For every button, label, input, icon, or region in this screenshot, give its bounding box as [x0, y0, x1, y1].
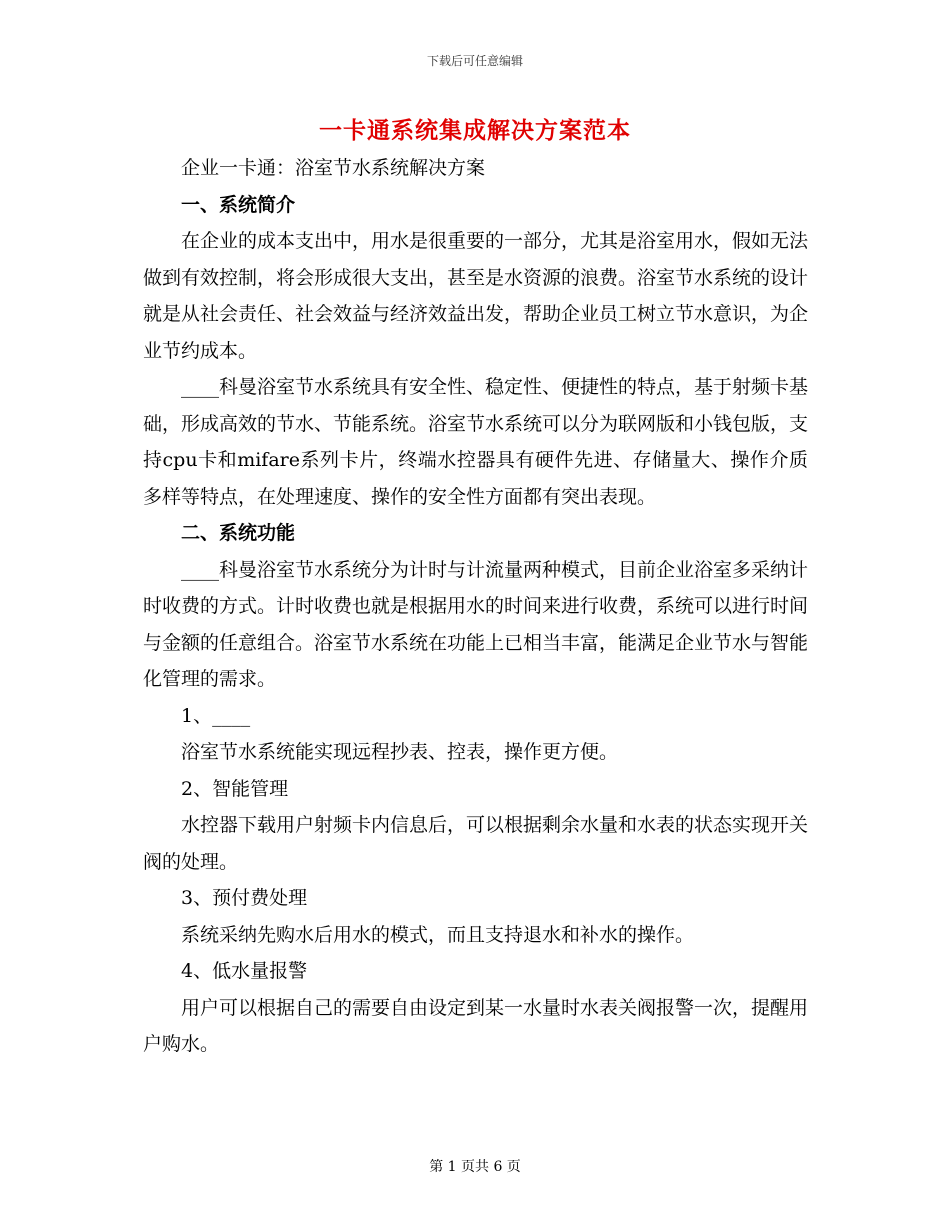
- list-item-text: 用户可以根据自己的需要自由设定到某一水量时水表关阀报警一次，提醒用户购水。: [143, 996, 809, 1055]
- header-note: 下载后可任意编辑: [426, 54, 523, 68]
- list-item-text: 系统采纳先购水后用水的模式，而且支持退水和补水的操作。: [181, 923, 695, 946]
- section-heading-functions: 二、系统功能: [181, 522, 296, 544]
- document-title: 一卡通系统集成解决方案范本: [319, 117, 631, 144]
- list-item-title: 4、低水量报警: [181, 960, 308, 982]
- section-heading-intro: 一、系统简介: [181, 193, 296, 216]
- document-body: [143, 150, 808, 1063]
- document-subtitle: 企业一卡通：浴室节水系统解决方案: [181, 157, 486, 179]
- page-number: 第 1 页共 6 页: [429, 1159, 521, 1175]
- list-item-title: 2、智能管理: [181, 777, 289, 800]
- paragraph: ____科曼浴室节水系统具有安全性、稳定性、便捷性的特点，基于射频卡基础，形成高效的节水、节能系统。浴室节水系统可以分为联网版和小钱包版，支持cpu卡和mifare系列卡片，终端水控器具有硬件先进、存储量大、操作介质多样等特点，在处理速度、操作的安全性方面都有突出表现。: [143, 376, 809, 508]
- list-item-title: 3、预付费处理: [181, 887, 308, 909]
- paragraph: ____科曼浴室节水系统分为计时与计流量两种模式，目前企业浴室多采纳计时收费的方式。计时收费也就是根据用水的时间来进行收费，系统可以进行时间与金额的任意组合。浴室节水系统在功能上已相当丰富，能满足企业节水与智能化管理的需求。: [143, 558, 809, 690]
- list-item-title: 1、____: [181, 704, 251, 727]
- paragraph: 在企业的成本支出中，用水是很重要的一部分，尤其是浴室用水，假如无法做到有效控制，将会形成很大支出，甚至是水资源的浪费。浴室节水系统的设计就是从社会责任、社会效益与经济效益出发，帮助企业员工树立节水意识，为企业节约成本。: [143, 230, 809, 362]
- list-item-text: 水控器下载用户射频卡内信息后，可以根据剩余水量和水表的状态实现开关阀的处理。: [143, 814, 809, 873]
- list-item-text: 浴室节水系统能实现远程抄表、控表，操作更方便。: [181, 741, 619, 763]
